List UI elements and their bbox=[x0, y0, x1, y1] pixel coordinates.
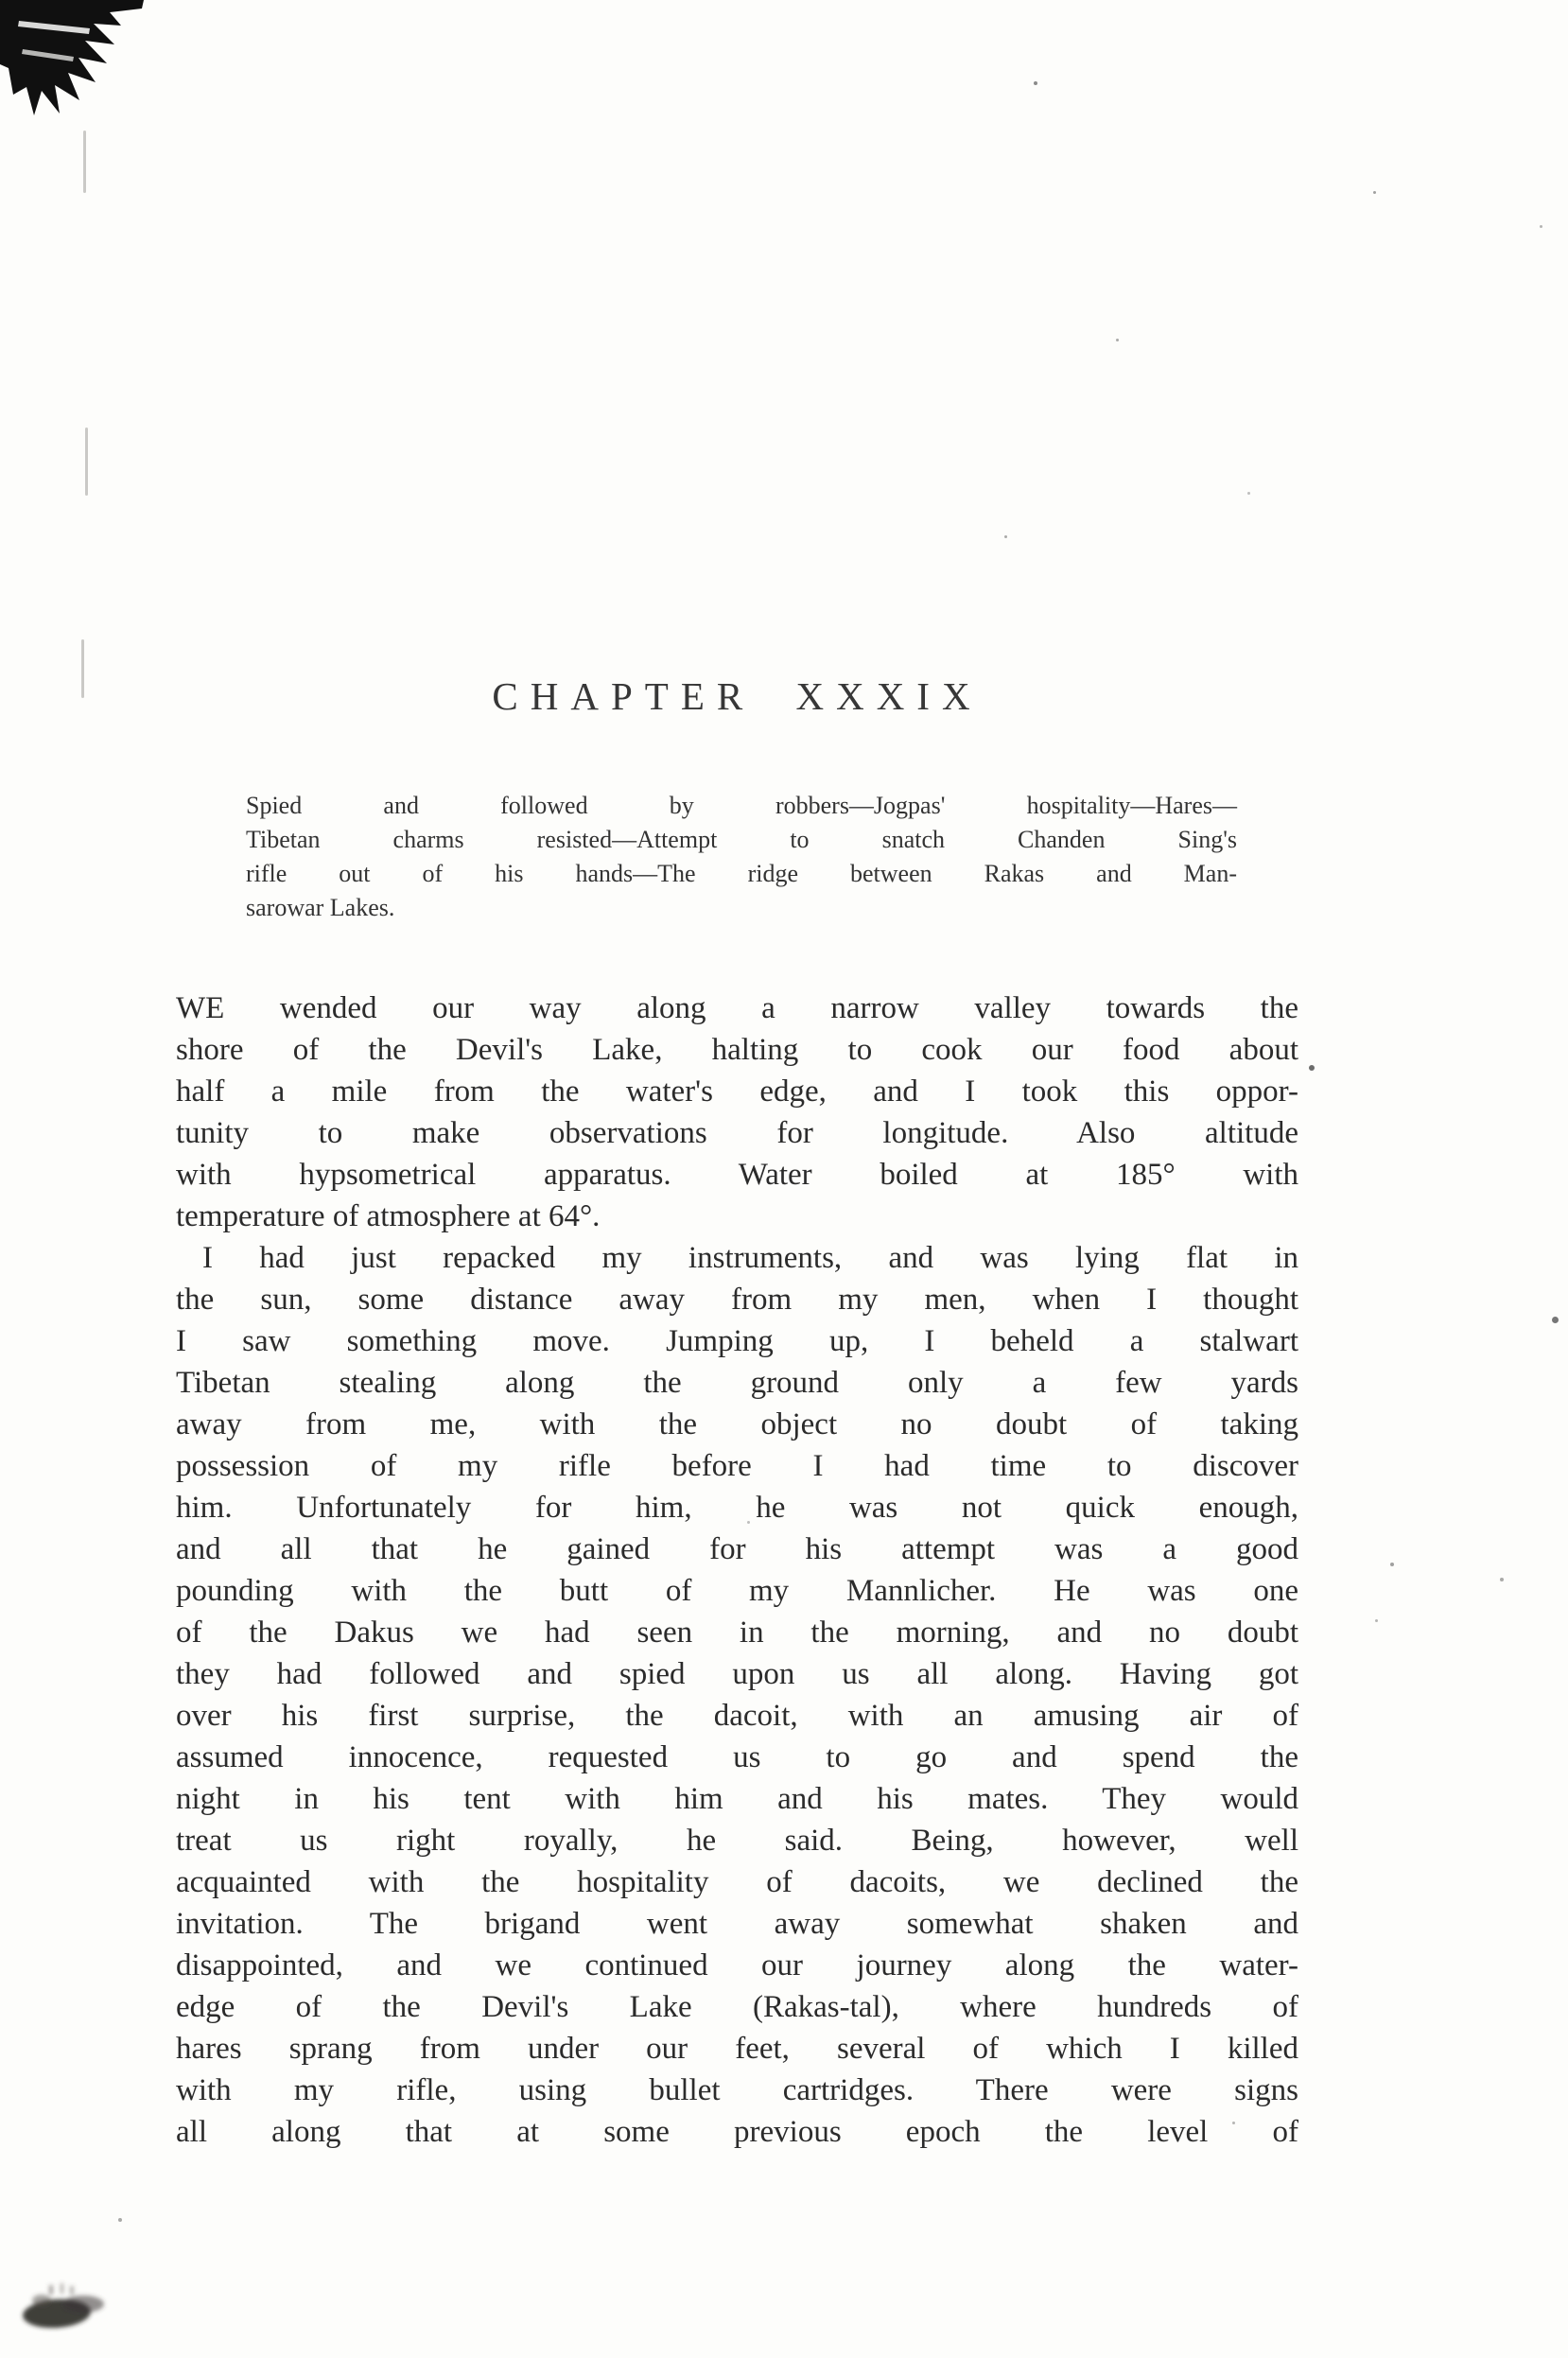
body-line: tunity to make observations for longitude. Also altitude bbox=[176, 1116, 1298, 1150]
ink-smudge-bottom-left bbox=[13, 2270, 136, 2346]
ink-speck bbox=[1390, 1563, 1394, 1566]
ink-speck bbox=[1004, 535, 1007, 538]
body-line: over his first surprise, the dacoit, with an amusing air of bbox=[176, 1699, 1298, 1733]
body-line: with my rifle, using bullet cartridges. There were signs bbox=[176, 2073, 1298, 2107]
body-line: assumed innocence, requested us to go and spend the bbox=[176, 1740, 1298, 1774]
body-line: with hypsometrical apparatus. Water boiled at 185° with bbox=[176, 1158, 1298, 1192]
ink-speck bbox=[1309, 1065, 1315, 1071]
ink-blob-top-left bbox=[0, 0, 161, 132]
chapter-title: CHAPTER XXXIX bbox=[492, 674, 983, 718]
body-line: treat us right royally, he said. Being, however, well bbox=[176, 1824, 1298, 1858]
body-line: of the Dakus we had seen in the morning, and no doubt bbox=[176, 1616, 1298, 1650]
body-line: half a mile from the water's edge, and I took this oppor- bbox=[176, 1074, 1298, 1109]
body-line: and all that he gained for his attempt was a good bbox=[176, 1532, 1298, 1566]
body-line: away from me, with the object no doubt of taking bbox=[176, 1407, 1298, 1441]
body-text bbox=[176, 987, 1298, 2153]
body-line: they had followed and spied upon us all along. Having got bbox=[176, 1657, 1298, 1691]
summary-line: rifle out of his hands—The ridge between Rakas and Man- bbox=[246, 860, 1237, 887]
body-line: night in his tent with him and his mates. They would bbox=[176, 1782, 1298, 1816]
body-line: disappointed, and we continued our journey along the water- bbox=[176, 1948, 1298, 1982]
body-line: I had just repacked my instruments, and was lying flat in bbox=[202, 1241, 1298, 1275]
summary-line: Spied and followed by robbers—Jogpas' hospitality—Hares— bbox=[246, 792, 1237, 819]
ink-speck bbox=[1375, 1619, 1378, 1622]
ink-speck bbox=[1500, 1578, 1504, 1581]
summary-line: Tibetan charms resisted—Attempt to snatch Chanden Sing's bbox=[246, 826, 1237, 853]
summary-line: sarowar Lakes. bbox=[246, 894, 395, 921]
body-line: all along that at some previous epoch the level of bbox=[176, 2115, 1298, 2149]
ink-speck bbox=[1034, 81, 1037, 85]
body-line: possession of my rifle before I had time to discover bbox=[176, 1449, 1298, 1483]
ink-speck bbox=[1540, 225, 1542, 228]
body-line: Tibetan stealing along the ground only a few yards bbox=[176, 1366, 1298, 1400]
body-line: shore of the Devil's Lake, halting to cook our food about bbox=[176, 1033, 1298, 1067]
chapter-summary bbox=[246, 789, 1237, 925]
body-line: temperature of atmosphere at 64°. bbox=[176, 1199, 601, 1233]
margin-streak bbox=[85, 428, 88, 496]
body-line: invitation. The brigand went away somewhat shaken and bbox=[176, 1907, 1298, 1941]
body-line: the sun, some distance away from my men, when I thought bbox=[176, 1283, 1298, 1317]
body-line: I saw something move. Jumping up, I beheld a stalwart bbox=[176, 1324, 1298, 1358]
ink-speck bbox=[1373, 191, 1376, 194]
body-line: pounding with the butt of my Mannlicher. He was one bbox=[176, 1574, 1298, 1608]
margin-streak bbox=[83, 131, 86, 193]
body-line: edge of the Devil's Lake (Rakas-tal), where hundreds of bbox=[176, 1990, 1298, 2024]
ink-speck bbox=[1247, 492, 1250, 495]
body-line: acquainted with the hospitality of dacoits, we declined the bbox=[176, 1865, 1298, 1899]
body-line: WE wended our way along a narrow valley towards the bbox=[176, 991, 1298, 1025]
body-line: him. Unfortunately for him, he was not quick enough, bbox=[176, 1491, 1298, 1525]
margin-streak bbox=[81, 639, 84, 698]
ink-speck bbox=[1552, 1317, 1559, 1323]
body-line: hares sprang from under our feet, several of which I killed bbox=[176, 2032, 1298, 2066]
ink-speck bbox=[118, 2218, 122, 2222]
ink-speck bbox=[1116, 339, 1119, 341]
ink-speck bbox=[747, 1521, 750, 1524]
ink-speck bbox=[1232, 2122, 1235, 2124]
